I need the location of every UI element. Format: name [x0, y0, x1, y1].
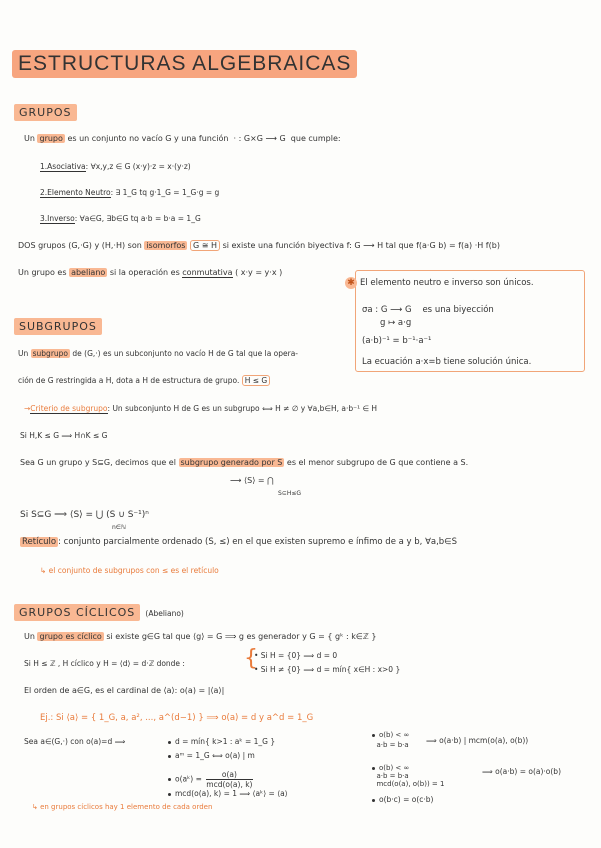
ciclico-case-intro: Si H ≤ ℤ , H cíclico y H = ⟨d⟩ = d·ℤ donde : — [24, 659, 185, 668]
abeliano-definition: Un grupo es abeliano si la operación es conmutativa ( x·y = y·x ) — [18, 268, 283, 277]
note-line-5: La ecuación a·x=b tiene solución única. — [362, 357, 532, 367]
criterio-subgrupo: →Criterio de subgrupo: Un subconjunto H de G es un subgrupo ⟺ H ≠ ∅ y ∀a,b∈H, a·b⁻¹ ∈ H — [24, 404, 378, 413]
subgrupo-union-formula: Si S⊆G ⟹ ⟨S⟩ = ⋃ (S ∪ S⁻¹)ⁿ — [20, 510, 149, 520]
page-title: ESTRUCTURAS ALGEBRAICAS — [12, 50, 357, 78]
reticulo-note: ↳ el conjunto de subgrupos con ≤ es el retículo — [40, 566, 219, 575]
ciclico-definition: Un grupo es cíclico si existe g∈G tal que ⟨g⟩ = G ⟹ g es generador y G = { gᵏ : k∈ℤ } — [24, 632, 377, 641]
note-line-1: ✱ El elemento neutro e inverso son únicos. — [345, 277, 534, 289]
isomorfismo-definition: DOS grupos (G,·G) y (H,·H) son isomorfos G ≅ H si existe una función biyectiva f: G ⟶ H tal que f(a·G b) = f(a) ·H f(b) — [18, 241, 500, 250]
subgrupo-definition-line2: ción de G restringida a H, dota a H de estructura de grupo. H ≤ G — [18, 376, 270, 385]
ciclico-case-2: • Si H ≠ {0} ⟹ d = mín{ x∈H : x>0 } — [254, 665, 401, 674]
footer-note: ↳ en grupos cíclicos hay 1 elemento de cada orden — [32, 803, 213, 811]
subgrupo-generado: Sea G un grupo y S⊆G, decimos que el subgrupo generado por S es el menor subgrupo de G que contiene a S. — [20, 458, 469, 467]
regla-3: o(b·c) = o(c·b) — [372, 795, 433, 804]
grupo-term: grupo — [39, 134, 63, 143]
regla-2: o(b) < ∞ a·b = b·a mcd(o(a), o(b)) = 1 — [372, 764, 444, 788]
star-icon: ✱ — [345, 277, 357, 289]
propiedad-2: aᵐ = 1_G ⟺ o(a) | m — [168, 751, 255, 760]
axiom-neutro: 2.Elemento Neutro: ∃ 1_G tq g·1_G = 1_G·g = g — [40, 188, 220, 197]
subgrupo-union-sub: n∈ℕ — [112, 524, 126, 531]
section-heading-grupos: GRUPOS — [14, 104, 77, 121]
note-line-3: g ↦ a·g — [380, 318, 412, 328]
section-ciclicos: GRUPOS CÍCLICOS (Abeliano) — [14, 601, 184, 620]
grupo-definition: Un grupo es un conjunto no vacío G y una función · : G×G ⟶ G que cumple: — [24, 134, 341, 143]
subgrupo-definition: Un subgrupo de (G,·) es un subconjunto no vacío H de G tal que la opera- — [18, 349, 299, 358]
axiom-asociativa: 1.Asociativa: ∀x,y,z ∈ G (x·y)·z = x·(y·z) — [40, 162, 191, 171]
note-line-2: σa : G ⟶ G es una biyección — [362, 305, 494, 315]
orden-sea: Sea a∈(G,·) con o(a)=d ⟹ — [24, 737, 126, 746]
section-heading-subgrupos: SUBGRUPOS — [14, 318, 102, 335]
orden-definition: El orden de a∈G, es el cardinal de ⟨a⟩: o(a) = |⟨a⟩| — [24, 686, 225, 695]
note-line-4: (a·b)⁻¹ = b⁻¹·a⁻¹ — [362, 336, 432, 346]
interseccion-subgrupos: Si H,K ≤ G ⟹ H∩K ≤ G — [20, 431, 108, 440]
propiedad-4: mcd(o(a), k) = 1 ⟹ ⟨aᵏ⟩ = ⟨a⟩ — [168, 789, 288, 798]
section-heading-ciclicos: GRUPOS CÍCLICOS — [14, 604, 140, 621]
propiedad-3: o(aᵏ) = o(a) mcd(o(a), k) — [168, 770, 253, 789]
subgrupo-generado-formula: ⟶ ⟨S⟩ = ⋂ — [230, 476, 274, 485]
regla-1: o(b) < ∞ a·b = b·a — [372, 730, 409, 750]
case-brace: { — [244, 646, 258, 671]
subgrupo-generado-sub: S⊆H≤G — [278, 490, 302, 497]
regla-1-result: ⟹ o(a·b) | mcm(o(a), o(b)) — [426, 736, 529, 745]
regla-2-result: ⟹ o(a·b) = o(a)·o(b) — [482, 767, 561, 776]
ciclico-case-1: • Si H = {0} ⟹ d = 0 — [254, 651, 338, 660]
orden-ejemplo: Ej.: Si ⟨a⟩ = { 1_G, a, a², ..., a^(d−1) } ⟹ o(a) = d y a^d = 1_G — [40, 713, 314, 723]
propiedad-1: d = mín{ k>1 : aᵏ = 1_G } — [168, 737, 275, 746]
reticulo-definition: Retículo : conjunto parcialmente ordenado (S, ≤) en el que existen supremo e ínfimo de a y b, ∀a,b∈S — [22, 537, 457, 547]
axiom-inverso: 3.Inverso: ∀a∈G, ∃b∈G tq a·b = b·a = 1_G — [40, 214, 201, 223]
